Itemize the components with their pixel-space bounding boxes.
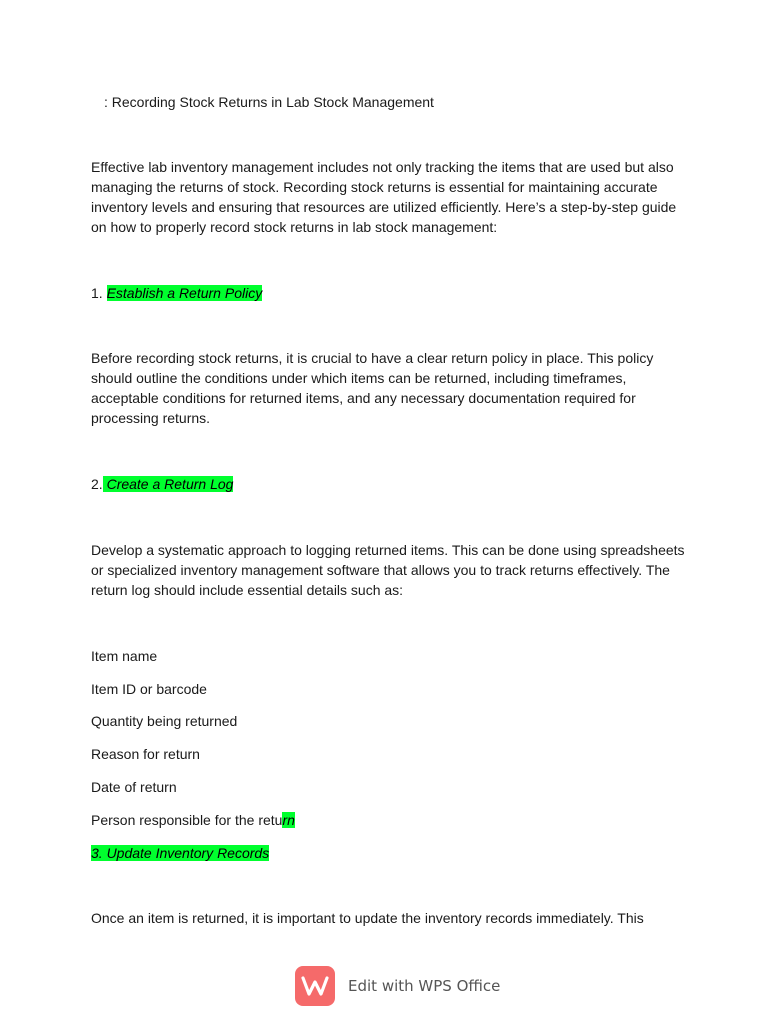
intro-line: Effective lab inventory management includes not only tracking the items that are used but also <box>91 159 674 175</box>
section2-number: 2. <box>91 476 103 492</box>
list-item: Item ID or barcode <box>91 681 207 697</box>
section3-heading <box>91 843 269 863</box>
wps-logo-glyph <box>301 975 329 997</box>
section3-heading-text: 3. Update Inventory Records <box>91 845 270 861</box>
intro-line: on how to properly record stock returns in lab stock management: <box>91 219 498 235</box>
list-item: Reason for return <box>91 746 200 762</box>
section2-line: Develop a systematic approach to logging returned items. This can be done using spreadsheets <box>91 542 685 558</box>
wps-logo-icon[interactable] <box>295 966 335 1006</box>
list-item: Item name <box>91 648 158 664</box>
list-item-last <box>91 810 295 830</box>
section1-line: should outline the conditions under which items can be returned, including timeframes, <box>91 370 627 386</box>
intro-paragraph <box>91 157 691 237</box>
list-item-last-highlight: rn <box>282 812 295 828</box>
section1-number: 1. <box>91 285 107 301</box>
section1-line: acceptable conditions for returned items, and any necessary documentation required for <box>91 390 636 406</box>
section2-heading <box>91 474 233 494</box>
wps-edit-banner[interactable] <box>295 965 500 1007</box>
list-item: Quantity being returned <box>91 713 238 729</box>
document-title: : Recording Stock Returns in Lab Stock Management <box>104 94 434 110</box>
section1-line: Before recording stock returns, it is crucial to have a clear return policy in place. This policy <box>91 350 654 366</box>
section1-paragraph <box>91 348 691 428</box>
list-item: Date of return <box>91 779 177 795</box>
intro-line: managing the returns of stock. Recording stock returns is essential for maintaining accurate <box>91 179 658 195</box>
section3-paragraph <box>91 908 691 928</box>
section1-heading-text: Establish a Return Policy <box>106 285 263 301</box>
intro-line: inventory levels and ensuring that resources are utilized efficiently. Here’s a step-by-step guide <box>91 199 677 215</box>
section2-line: or specialized inventory management software that allows you to track returns effectively. The <box>91 562 670 578</box>
section2-heading-text: Create a Return Log <box>102 476 234 492</box>
wps-edit-label[interactable]: Edit with WPS Office <box>348 977 501 995</box>
section1-line: processing returns. <box>91 410 211 426</box>
list-item-last-text: Person responsible for the retu <box>91 812 283 828</box>
section2-paragraph <box>91 540 691 600</box>
section1-heading <box>91 283 262 303</box>
section2-line: return log should include essential details such as: <box>91 582 404 598</box>
section3-line: Once an item is returned, it is important to update the inventory records immediately. This <box>91 910 644 926</box>
